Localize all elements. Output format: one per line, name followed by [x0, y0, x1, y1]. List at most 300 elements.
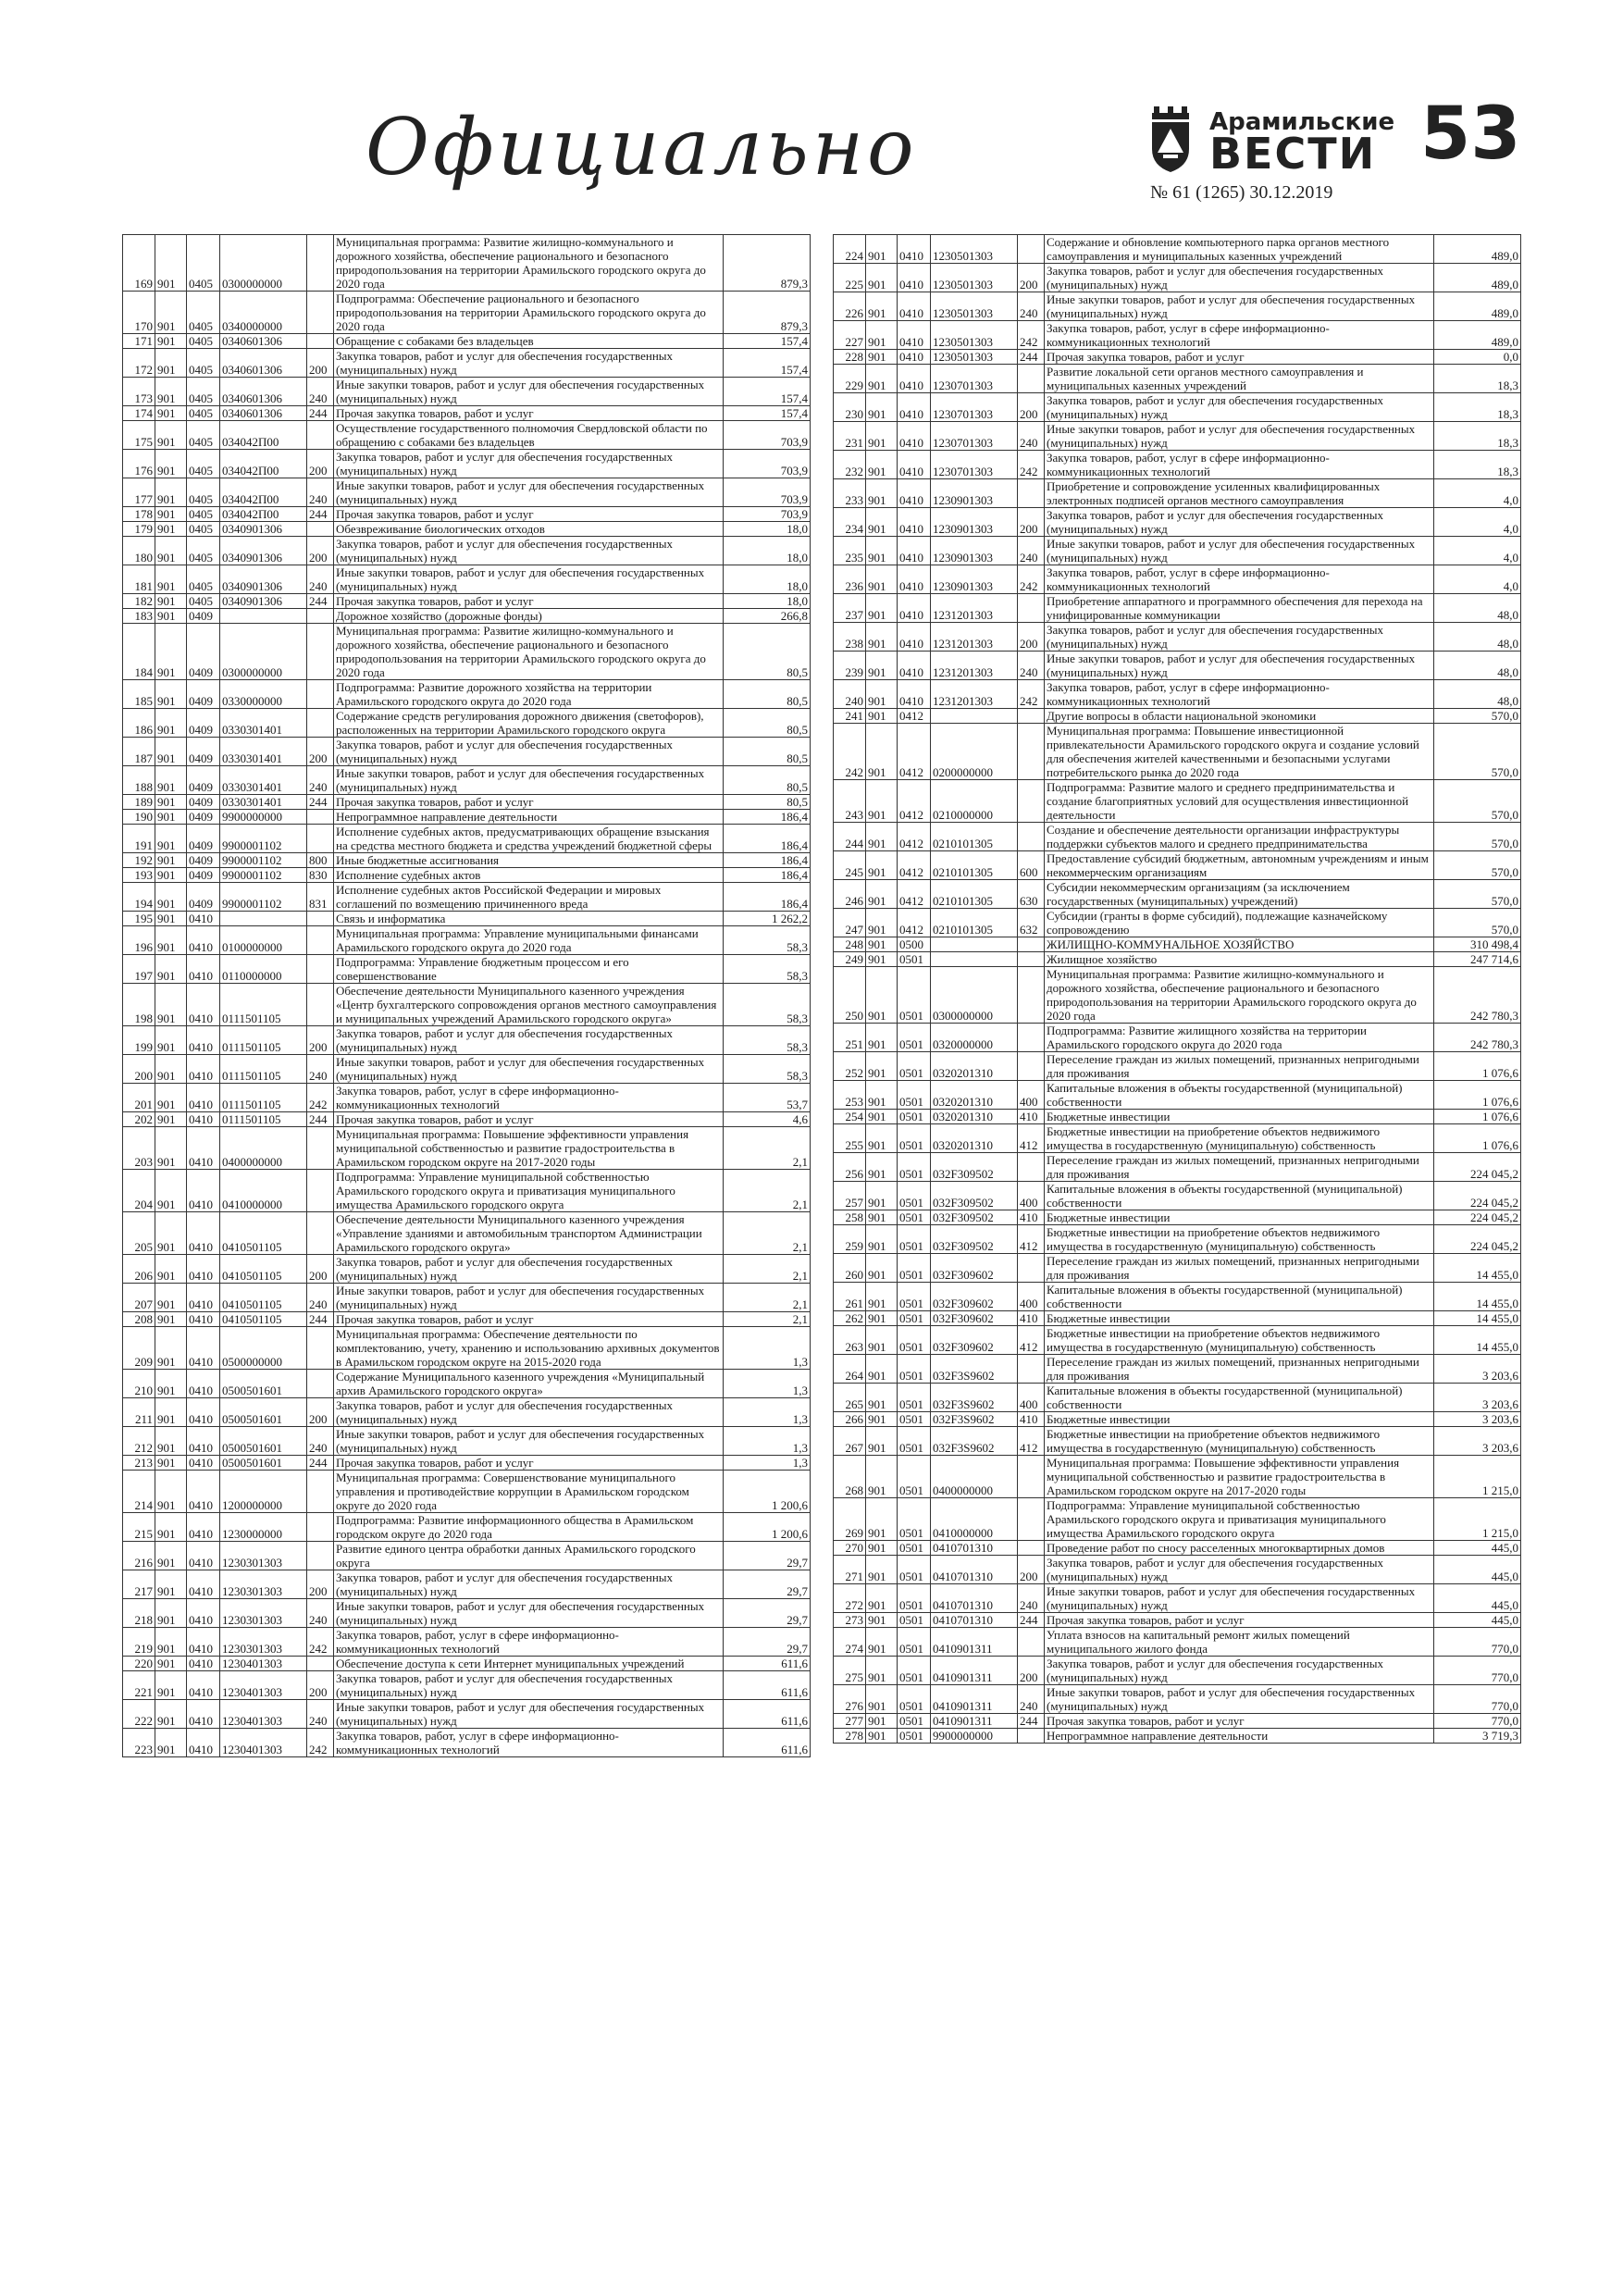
target-article-code-cell: 034042П00: [220, 507, 307, 522]
amount-cell: 1 076,6: [1434, 1110, 1521, 1124]
target-article-code-cell: 034042П00: [220, 478, 307, 507]
expense-type-code-cell: 240: [307, 1700, 334, 1729]
section-code-cell: 0501: [898, 1384, 931, 1412]
admin-code-cell: 901: [155, 421, 187, 450]
table-row: [834, 623, 1521, 652]
section-code-cell: 0501: [898, 952, 931, 967]
item-name-cell: Закупка товаров, работ и услуг для обеспечения государственных (муниципальных) нужд: [334, 1398, 724, 1427]
amount-cell: 186,4: [724, 825, 811, 853]
target-article-code-cell: 0111501105: [220, 1112, 307, 1127]
table-row: [834, 680, 1521, 709]
section-code-cell: 0501: [898, 1456, 931, 1498]
amount-cell: 186,4: [724, 810, 811, 825]
table-row: [123, 926, 811, 955]
row-number-cell: 191: [123, 825, 155, 853]
amount-cell: 4,6: [724, 1112, 811, 1127]
section-code-cell: 0409: [187, 810, 220, 825]
admin-code-cell: 901: [155, 1657, 187, 1671]
item-name-cell: Иные закупки товаров, работ и услуг для обеспечения государственных (муниципальных) нужд: [1045, 292, 1434, 321]
section-code-cell: 0410: [898, 652, 931, 680]
section-code-cell: 0410: [187, 1471, 220, 1513]
target-article-code-cell: 032F309602: [931, 1326, 1018, 1355]
row-number-cell: 194: [123, 883, 155, 912]
expense-type-code-cell: 200: [1018, 1556, 1045, 1584]
expense-type-code-cell: 400: [1018, 1384, 1045, 1412]
expense-type-code-cell: 240: [1018, 422, 1045, 451]
section-code-cell: 0412: [898, 724, 931, 780]
amount-cell: 58,3: [724, 926, 811, 955]
admin-code-cell: 901: [866, 1657, 898, 1685]
row-number-cell: 270: [834, 1541, 866, 1556]
item-name-cell: Бюджетные инвестиции на приобретение объектов недвижимого имущества в государственную (муниципальную) собственность: [1045, 1124, 1434, 1153]
table-row: [834, 1456, 1521, 1498]
expense-type-code-cell: [1018, 1052, 1045, 1081]
table-row: [834, 1628, 1521, 1657]
table-row: [123, 883, 811, 912]
item-name-cell: Капитальные вложения в объекты государственной (муниципальной) собственности: [1045, 1182, 1434, 1210]
table-row: [123, 349, 811, 378]
row-number-cell: 215: [123, 1513, 155, 1542]
item-name-cell: Прочая закупка товаров, работ и услуг: [1045, 350, 1434, 365]
row-number-cell: 235: [834, 537, 866, 565]
item-name-cell: Связь и информатика: [334, 912, 724, 926]
expense-type-code-cell: 240: [1018, 292, 1045, 321]
amount-cell: 53,7: [724, 1084, 811, 1112]
target-article-code-cell: 0200000000: [931, 724, 1018, 780]
row-number-cell: 244: [834, 823, 866, 851]
admin-code-cell: 901: [866, 365, 898, 393]
target-article-code-cell: 0410701310: [931, 1584, 1018, 1613]
table-row: [834, 709, 1521, 724]
expense-type-code-cell: 200: [307, 537, 334, 565]
expense-type-code-cell: [1018, 1254, 1045, 1283]
amount-cell: 879,3: [724, 292, 811, 334]
amount-cell: 29,7: [724, 1628, 811, 1657]
item-name-cell: Прочая закупка товаров, работ и услуг: [334, 594, 724, 609]
target-article-code-cell: 0340901306: [220, 537, 307, 565]
target-article-code-cell: 0320201310: [931, 1110, 1018, 1124]
table-row: [123, 1127, 811, 1170]
table-row: [123, 334, 811, 349]
amount-cell: 611,6: [724, 1700, 811, 1729]
admin-code-cell: 901: [155, 1671, 187, 1700]
target-article-code-cell: 0410000000: [931, 1498, 1018, 1541]
item-name-cell: Приобретение аппаратного и программного обеспечения для перехода на унифицированные коммуникации: [1045, 594, 1434, 623]
item-name-cell: Бюджетные инвестиции: [1045, 1412, 1434, 1427]
amount-cell: 266,8: [724, 609, 811, 624]
target-article-code-cell: 0210101305: [931, 880, 1018, 909]
amount-cell: 2,1: [724, 1312, 811, 1327]
item-name-cell: Иные закупки товаров, работ и услуг для обеспечения государственных (муниципальных) нужд: [334, 1284, 724, 1312]
expense-type-code-cell: 830: [307, 868, 334, 883]
amount-cell: 489,0: [1434, 264, 1521, 292]
row-number-cell: 189: [123, 795, 155, 810]
target-article-code-cell: 9900000000: [220, 810, 307, 825]
section-code-cell: 0405: [187, 478, 220, 507]
target-article-code-cell: 0500000000: [220, 1327, 307, 1370]
target-article-code-cell: 1230901303: [931, 479, 1018, 508]
amount-cell: 48,0: [1434, 623, 1521, 652]
target-article-code-cell: 0330301401: [220, 738, 307, 766]
table-row: [123, 1513, 811, 1542]
amount-cell: 1 262,2: [724, 912, 811, 926]
expense-type-code-cell: [307, 810, 334, 825]
row-number-cell: 196: [123, 926, 155, 955]
item-name-cell: Обезвреживание биологических отходов: [334, 522, 724, 537]
expense-type-code-cell: [307, 912, 334, 926]
item-name-cell: Иные закупки товаров, работ и услуг для обеспечения государственных (муниципальных) нужд: [334, 1700, 724, 1729]
expense-type-code-cell: 400: [1018, 1283, 1045, 1311]
admin-code-cell: 901: [155, 709, 187, 738]
row-number-cell: 217: [123, 1570, 155, 1599]
item-name-cell: Исполнение судебных актов: [334, 868, 724, 883]
expense-type-code-cell: 240: [307, 1427, 334, 1456]
section-code-cell: 0410: [187, 1284, 220, 1312]
table-row: [834, 937, 1521, 952]
expense-type-code-cell: 240: [307, 1055, 334, 1084]
target-article-code-cell: 1230301303: [220, 1570, 307, 1599]
amount-cell: 770,0: [1434, 1685, 1521, 1714]
amount-cell: 445,0: [1434, 1584, 1521, 1613]
target-article-code-cell: 0410901311: [931, 1628, 1018, 1657]
row-number-cell: 230: [834, 393, 866, 422]
item-name-cell: Муниципальная программа: Совершенствование муниципального управления и противодействие коррупции в Арамильском городском округе до 2020 года: [334, 1471, 724, 1513]
admin-code-cell: 901: [155, 984, 187, 1026]
budget-table-right-body: [834, 235, 1521, 1744]
target-article-code-cell: 0210000000: [931, 780, 1018, 823]
section-code-cell: 0410: [898, 537, 931, 565]
row-number-cell: 233: [834, 479, 866, 508]
admin-code-cell: 901: [155, 594, 187, 609]
expense-type-code-cell: 244: [307, 507, 334, 522]
section-code-cell: 0410: [187, 1671, 220, 1700]
target-article-code-cell: 032F3S9602: [931, 1355, 1018, 1384]
amount-cell: 80,5: [724, 738, 811, 766]
amount-cell: 18,0: [724, 594, 811, 609]
section-code-cell: 0409: [187, 825, 220, 853]
target-article-code-cell: 1230401303: [220, 1729, 307, 1757]
section-code-cell: 0409: [187, 609, 220, 624]
admin-code-cell: 901: [155, 1312, 187, 1327]
table-row: [123, 1570, 811, 1599]
admin-code-cell: 901: [155, 853, 187, 868]
table-row: [834, 967, 1521, 1024]
admin-code-cell: 901: [866, 479, 898, 508]
target-article-code-cell: 0330000000: [220, 680, 307, 709]
section-code-cell: 0405: [187, 537, 220, 565]
row-number-cell: 267: [834, 1427, 866, 1456]
section-code-cell: 0405: [187, 349, 220, 378]
table-row: [834, 780, 1521, 823]
table-row: [123, 1471, 811, 1513]
target-article-code-cell: 1231201303: [931, 623, 1018, 652]
admin-code-cell: 901: [155, 1471, 187, 1513]
item-name-cell: Муниципальная программа: Управление муниципальными финансами Арамильского городского округа до 2020 года: [334, 926, 724, 955]
table-row: [834, 365, 1521, 393]
item-name-cell: Создание и обеспечение деятельности организации инфраструктуры поддержки субъектов малого и среднего предпринимательства: [1045, 823, 1434, 851]
amount-cell: 611,6: [724, 1729, 811, 1757]
row-number-cell: 260: [834, 1254, 866, 1283]
item-name-cell: Подпрограмма: Управление муниципальной собственностью Арамильского городского округа и приватизация муниципального имущества Арамильского городского округа: [334, 1170, 724, 1212]
item-name-cell: Муниципальная программа: Развитие жилищно-коммунального и дорожного хозяйства, обеспечение рационального и безопасного природопользования на территории Арамильского городского округа до 2020 года: [334, 235, 724, 292]
table-row: [123, 1427, 811, 1456]
amount-cell: 703,9: [724, 421, 811, 450]
admin-code-cell: 901: [866, 565, 898, 594]
target-article-code-cell: 032F3S9602: [931, 1384, 1018, 1412]
section-code-cell: 0409: [187, 883, 220, 912]
admin-code-cell: 901: [866, 350, 898, 365]
table-row: [834, 1124, 1521, 1153]
expense-type-code-cell: 410: [1018, 1110, 1045, 1124]
section-code-cell: 0412: [898, 823, 931, 851]
target-article-code-cell: 0210101305: [931, 851, 1018, 880]
table-row: [123, 421, 811, 450]
row-number-cell: 188: [123, 766, 155, 795]
admin-code-cell: 901: [155, 235, 187, 292]
admin-code-cell: 901: [866, 1124, 898, 1153]
admin-code-cell: 901: [155, 450, 187, 478]
amount-cell: 247 714,6: [1434, 952, 1521, 967]
admin-code-cell: 901: [866, 1024, 898, 1052]
amount-cell: 58,3: [724, 1026, 811, 1055]
expense-type-code-cell: 242: [1018, 321, 1045, 350]
row-number-cell: 264: [834, 1355, 866, 1384]
expense-type-code-cell: [307, 709, 334, 738]
row-number-cell: 255: [834, 1124, 866, 1153]
admin-code-cell: 901: [866, 851, 898, 880]
section-code-cell: 0410: [187, 1456, 220, 1471]
amount-cell: 157,4: [724, 406, 811, 421]
expense-type-code-cell: [307, 1127, 334, 1170]
table-row: [123, 478, 811, 507]
row-number-cell: 192: [123, 853, 155, 868]
expense-type-code-cell: 410: [1018, 1210, 1045, 1225]
row-number-cell: 221: [123, 1671, 155, 1700]
item-name-cell: Прочая закупка товаров, работ и услуг: [334, 1456, 724, 1471]
admin-code-cell: 901: [866, 652, 898, 680]
expense-type-code-cell: [1018, 709, 1045, 724]
section-code-cell: 0501: [898, 1052, 931, 1081]
table-row: [834, 1412, 1521, 1427]
table-row: [834, 880, 1521, 909]
section-code-cell: 0501: [898, 1182, 931, 1210]
item-name-cell: Закупка товаров, работ и услуг для обеспечения государственных (муниципальных) нужд: [1045, 393, 1434, 422]
amount-cell: 4,0: [1434, 479, 1521, 508]
expense-type-code-cell: [1018, 1541, 1045, 1556]
target-article-code-cell: 9900000000: [931, 1729, 1018, 1744]
admin-code-cell: 901: [866, 909, 898, 937]
row-number-cell: 185: [123, 680, 155, 709]
row-number-cell: 198: [123, 984, 155, 1026]
section-code-cell: 0410: [898, 235, 931, 264]
item-name-cell: Непрограммное направление деятельности: [334, 810, 724, 825]
item-name-cell: Переселение граждан из жилых помещений, признанных непригодными для проживания: [1045, 1254, 1434, 1283]
admin-code-cell: 901: [155, 825, 187, 853]
row-number-cell: 238: [834, 623, 866, 652]
expense-type-code-cell: [1018, 479, 1045, 508]
amount-cell: 879,3: [724, 235, 811, 292]
table-row: [834, 1685, 1521, 1714]
amount-cell: 570,0: [1434, 880, 1521, 909]
item-name-cell: Подпрограмма: Развитие жилищного хозяйства на территории Арамильского городского округа до 2020 года: [1045, 1024, 1434, 1052]
item-name-cell: Закупка товаров, работ, услуг в сфере информационно-коммуникационных технологий: [1045, 680, 1434, 709]
table-row: [123, 825, 811, 853]
expense-type-code-cell: 242: [307, 1729, 334, 1757]
amount-cell: 703,9: [724, 450, 811, 478]
table-row: [123, 1700, 811, 1729]
target-article-code-cell: 9900001102: [220, 883, 307, 912]
row-number-cell: 268: [834, 1456, 866, 1498]
item-name-cell: Приобретение и сопровождение усиленных квалифицированных электронных подписей органов местного самоуправления: [1045, 479, 1434, 508]
target-article-code-cell: 1230501303: [931, 350, 1018, 365]
admin-code-cell: 901: [155, 1255, 187, 1284]
section-code-cell: 0409: [187, 795, 220, 810]
expense-type-code-cell: [1018, 594, 1045, 623]
table-row: [834, 823, 1521, 851]
item-name-cell: Подпрограмма: Управление муниципальной собственностью Арамильского городского округа и приватизация муниципального имущества Арамильского городского округа: [1045, 1498, 1434, 1541]
budget-table-left: [122, 234, 811, 1757]
expense-type-code-cell: [1018, 365, 1045, 393]
item-name-cell: Другие вопросы в области национальной экономики: [1045, 709, 1434, 724]
admin-code-cell: 901: [155, 378, 187, 406]
expense-type-code-cell: [1018, 1498, 1045, 1541]
section-code-cell: 0412: [898, 880, 931, 909]
item-name-cell: Развитие единого центра обработки данных Арамильского городского округа: [334, 1542, 724, 1570]
table-row: [834, 1326, 1521, 1355]
amount-cell: 570,0: [1434, 724, 1521, 780]
target-article-code-cell: [931, 709, 1018, 724]
item-name-cell: Прочая закупка товаров, работ и услуг: [334, 507, 724, 522]
table-row: [123, 1398, 811, 1427]
row-number-cell: 219: [123, 1628, 155, 1657]
target-article-code-cell: 0500501601: [220, 1427, 307, 1456]
section-code-cell: 0410: [898, 321, 931, 350]
item-name-cell: Закупка товаров, работ и услуг для обеспечения государственных (муниципальных) нужд: [334, 738, 724, 766]
expense-type-code-cell: 632: [1018, 909, 1045, 937]
target-article-code-cell: 1231201303: [931, 594, 1018, 623]
row-number-cell: 277: [834, 1714, 866, 1729]
row-number-cell: 169: [123, 235, 155, 292]
admin-code-cell: 901: [155, 680, 187, 709]
admin-code-cell: 901: [866, 709, 898, 724]
section-code-cell: 0410: [187, 1398, 220, 1427]
admin-code-cell: 901: [155, 1628, 187, 1657]
admin-code-cell: 901: [155, 565, 187, 594]
admin-code-cell: 901: [866, 1685, 898, 1714]
expense-type-code-cell: 200: [1018, 623, 1045, 652]
section-code-cell: 0405: [187, 292, 220, 334]
table-row: [834, 393, 1521, 422]
admin-code-cell: 901: [155, 955, 187, 984]
expense-type-code-cell: 400: [1018, 1182, 1045, 1210]
amount-cell: 18,0: [724, 565, 811, 594]
table-row: [123, 1170, 811, 1212]
target-article-code-cell: 034042П00: [220, 450, 307, 478]
item-name-cell: Подпрограмма: Развитие дорожного хозяйства на территории Арамильского городского округа до 2020 года: [334, 680, 724, 709]
item-name-cell: Обеспечение доступа к сети Интернет муниципальных учреждений: [334, 1657, 724, 1671]
section-code-cell: 0501: [898, 1427, 931, 1456]
amount-cell: 157,4: [724, 334, 811, 349]
admin-code-cell: 901: [866, 623, 898, 652]
admin-code-cell: 901: [155, 292, 187, 334]
target-article-code-cell: 0410901311: [931, 1657, 1018, 1685]
section-code-cell: 0410: [187, 1427, 220, 1456]
expense-type-code-cell: 200: [1018, 393, 1045, 422]
target-article-code-cell: 0320201310: [931, 1081, 1018, 1110]
admin-code-cell: 901: [155, 926, 187, 955]
item-name-cell: Бюджетные инвестиции: [1045, 1210, 1434, 1225]
section-code-cell: 0405: [187, 421, 220, 450]
item-name-cell: Иные закупки товаров, работ и услуг для обеспечения государственных (муниципальных) нужд: [334, 565, 724, 594]
target-article-code-cell: 0400000000: [931, 1456, 1018, 1498]
item-name-cell: Исполнение судебных актов Российской Федерации и мировых соглашений по возмещению причиненного вреда: [334, 883, 724, 912]
row-number-cell: 206: [123, 1255, 155, 1284]
table-row: [834, 537, 1521, 565]
item-name-cell: Закупка товаров, работ и услуг для обеспечения государственных (муниципальных) нужд: [1045, 1657, 1434, 1685]
row-number-cell: 271: [834, 1556, 866, 1584]
row-number-cell: 269: [834, 1498, 866, 1541]
item-name-cell: Содержание средств регулирования дорожного движения (светофоров), расположенных на территории Арамильского городского округа: [334, 709, 724, 738]
row-number-cell: 180: [123, 537, 155, 565]
expense-type-code-cell: [307, 1370, 334, 1398]
item-name-cell: Дорожное хозяйство (дорожные фонды): [334, 609, 724, 624]
target-article-code-cell: 0111501105: [220, 1026, 307, 1055]
amount-cell: 770,0: [1434, 1714, 1521, 1729]
item-name-cell: ЖИЛИЩНО-КОММУНАЛЬНОЕ ХОЗЯЙСТВО: [1045, 937, 1434, 952]
item-name-cell: Осуществление государственного полномочия Свердловской области по обращению с собаками без владельцев: [334, 421, 724, 450]
target-article-code-cell: 0410501105: [220, 1212, 307, 1255]
item-name-cell: Капитальные вложения в объекты государственной (муниципальной) собственности: [1045, 1283, 1434, 1311]
expense-type-code-cell: [307, 984, 334, 1026]
amount-cell: 58,3: [724, 955, 811, 984]
expense-type-code-cell: [307, 235, 334, 292]
expense-type-code-cell: 200: [1018, 264, 1045, 292]
amount-cell: 224 045,2: [1434, 1210, 1521, 1225]
item-name-cell: Бюджетные инвестиции на приобретение объектов недвижимого имущества в государственную (муниципальную) собственность: [1045, 1427, 1434, 1456]
target-article-code-cell: 0410901311: [931, 1685, 1018, 1714]
target-article-code-cell: 032F309602: [931, 1283, 1018, 1311]
amount-cell: 29,7: [724, 1542, 811, 1570]
item-name-cell: Обращение с собаками без владельцев: [334, 334, 724, 349]
expense-type-code-cell: [307, 522, 334, 537]
expense-type-code-cell: 831: [307, 883, 334, 912]
section-code-cell: 0501: [898, 1412, 931, 1427]
amount-cell: 4,0: [1434, 565, 1521, 594]
issue-info: № 61 (1265) 30.12.2019: [1150, 182, 1333, 203]
target-article-code-cell: 0210101305: [931, 909, 1018, 937]
admin-code-cell: 901: [155, 1370, 187, 1398]
row-number-cell: 234: [834, 508, 866, 537]
row-number-cell: 265: [834, 1384, 866, 1412]
newspaper-logo: [1150, 106, 1395, 180]
admin-code-cell: 901: [866, 880, 898, 909]
amount-cell: 3 203,6: [1434, 1384, 1521, 1412]
table-row: [834, 1613, 1521, 1628]
table-row: [123, 984, 811, 1026]
target-article-code-cell: 0340901306: [220, 522, 307, 537]
table-row: [123, 1255, 811, 1284]
expense-type-code-cell: [307, 926, 334, 955]
row-number-cell: 275: [834, 1657, 866, 1685]
target-article-code-cell: 1230701303: [931, 422, 1018, 451]
target-article-code-cell: 1230501303: [931, 292, 1018, 321]
section-code-cell: 0405: [187, 334, 220, 349]
item-name-cell: Субсидии (гранты в форме субсидий), подлежащие казначейскому сопровождению: [1045, 909, 1434, 937]
amount-cell: 242 780,3: [1434, 1024, 1521, 1052]
section-code-cell: 0410: [898, 508, 931, 537]
section-code-cell: 0410: [187, 984, 220, 1026]
item-name-cell: Предоставление субсидий бюджетным, автономным учреждениям и иным некоммерческим организациям: [1045, 851, 1434, 880]
